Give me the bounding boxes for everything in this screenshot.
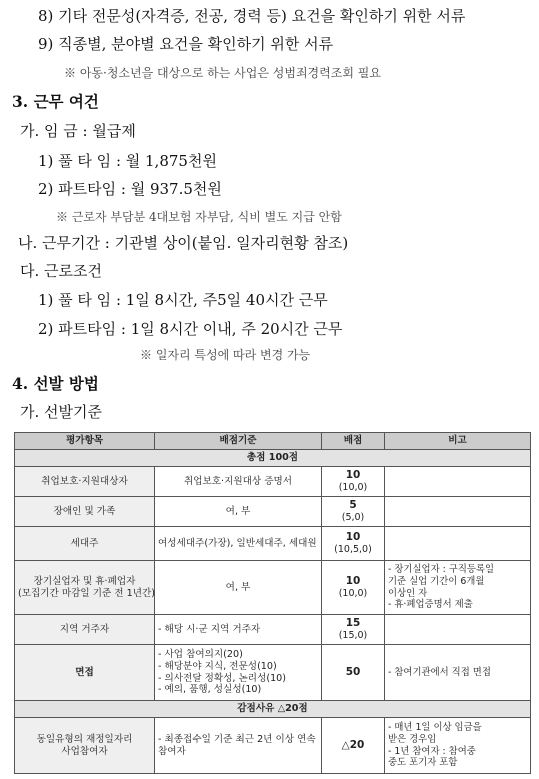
remark-line: 받은 경우임 [388, 733, 437, 745]
conditions-parttime: 2) 파트타임 : 1일 8시간 이내, 주 20시간 근무 [38, 320, 343, 338]
section-3-heading: 3. 근무 여건 [12, 92, 99, 111]
table-row [15, 615, 531, 645]
table-row [15, 497, 531, 527]
row-item: 취업보호·지원대상자 [15, 467, 155, 497]
row-remarks [385, 497, 531, 527]
table-row [15, 527, 531, 561]
conditions-fulltime: 1) 풀 타 임 : 1일 8시간, 주5일 40시간 근무 [38, 291, 328, 309]
criteria-line: - 최종접수일 기준 최근 2년 이상 연속 [158, 733, 316, 745]
row-criteria: - 해당 시·군 지역 거주자 [155, 615, 322, 645]
row-item-label: 동일유형의 재정일자리 [36, 733, 133, 745]
row-item-label: 사업참여자 [61, 745, 108, 757]
row-item: 장애인 및 가족 [15, 497, 155, 527]
row-score [322, 645, 385, 701]
table-row [15, 467, 531, 497]
row-item: 면접 [15, 645, 155, 701]
row-remarks [385, 527, 531, 561]
criteria-line: - 사업 참여의지(20) [158, 648, 243, 660]
wage-parttime: 2) 파트타임 : 월 937.5천원 [38, 180, 222, 198]
row-score [322, 497, 385, 527]
row-score [322, 615, 385, 645]
remark-line: 기준 실업 기간이 6개월 [388, 575, 485, 587]
row-remarks [385, 615, 531, 645]
row-item [15, 718, 155, 774]
row-criteria: 여, 부 [155, 497, 322, 527]
conditions-title: 다. 근로조건 [20, 262, 102, 280]
score-value: 5 [349, 499, 357, 511]
score-value: 10 [345, 469, 361, 481]
criteria-line: - 예의, 품행, 성실성(10) [158, 684, 262, 696]
score-value: 10 [345, 575, 361, 587]
header-item: 평가항목 [15, 433, 155, 450]
row-item: 지역 거주자 [15, 615, 155, 645]
selection-criteria-table [14, 432, 531, 774]
row-remarks [385, 718, 531, 774]
remark-line: 이상인 자 [388, 587, 428, 599]
row-score [322, 467, 385, 497]
deduction-label: 감점사유 △20점 [15, 701, 531, 718]
remark-line: 중도 포기자 포함 [388, 757, 458, 769]
row-criteria: 여성세대주(가장), 일반세대주, 세대원 [155, 527, 322, 561]
score-breakdown: (10,5,0) [334, 544, 372, 556]
conditions-note: ※ 일자리 특성에 따라 변경 가능 [140, 348, 311, 362]
score-value: 50 [345, 665, 361, 678]
header-criteria: 배점기준 [155, 433, 322, 450]
background-check-note: ※ 아동·청소년을 대상으로 하는 사업은 성범죄경력조회 필요 [64, 66, 381, 80]
wage-title: 가. 임 금 : 월급제 [20, 122, 136, 140]
remark-line: - 매년 1일 이상 임금을 [388, 722, 482, 733]
row-item: 세대주 [15, 527, 155, 561]
total-score-row [15, 450, 531, 467]
table-header-row [15, 433, 531, 450]
header-score: 배점 [322, 433, 385, 450]
row-criteria [155, 645, 322, 701]
score-breakdown: (10,0) [338, 588, 368, 600]
row-score [322, 527, 385, 561]
row-score [322, 718, 385, 774]
row-item-label: 장기실업자 및 휴·폐업자 [33, 575, 136, 587]
header-remarks: 비고 [385, 433, 531, 450]
score-breakdown: (5,0) [341, 512, 365, 524]
criteria-line: - 의사전달 정확성, 논리성(10) [158, 672, 287, 684]
row-item-sublabel: (모집기간 마감일 기준 전 1년간) [18, 587, 155, 599]
row-item [15, 561, 155, 615]
row-remarks [385, 561, 531, 615]
remark-line: - 휴·폐업증명서 제출 [388, 599, 473, 611]
total-score-label: 총점 100점 [15, 450, 531, 467]
doc-line-9: 9) 직종별, 분야별 요건을 확인하기 위한 서류 [38, 35, 334, 53]
row-criteria: 여, 부 [155, 561, 322, 615]
work-period: 나. 근무기간 : 기관별 상이(붙임. 일자리현황 참조) [18, 234, 349, 252]
criteria-line: - 해당분야 지식, 전문성(10) [158, 660, 277, 672]
deduction-header-row [15, 701, 531, 718]
row-criteria [155, 718, 322, 774]
row-score [322, 561, 385, 615]
score-breakdown: (10,0) [338, 482, 368, 494]
score-value: 15 [345, 617, 361, 629]
score-value: 10 [345, 531, 361, 543]
table-row [15, 561, 531, 615]
selection-criteria-title: 가. 선발기준 [20, 403, 102, 421]
remark-line: - 1년 참여자 : 참여중 [388, 745, 476, 757]
score-value: △20 [341, 738, 365, 751]
score-breakdown: (15,0) [338, 630, 368, 642]
remark-line: - 장기실업자 : 구직등록일 [388, 564, 495, 575]
section-4-heading: 4. 선발 방법 [12, 374, 99, 393]
criteria-line: 참여자 [158, 745, 186, 757]
row-remarks [385, 467, 531, 497]
table-row [15, 718, 531, 774]
wage-fulltime: 1) 풀 타 임 : 월 1,875천원 [38, 152, 217, 170]
row-criteria: 취업보호·지원대상 증명서 [155, 467, 322, 497]
wage-note: ※ 근로자 부담분 4대보험 자부담, 식비 별도 지급 안함 [56, 210, 342, 224]
table-row [15, 645, 531, 701]
doc-line-8: 8) 기타 전문성(자격증, 전공, 경력 등) 요건을 확인하기 위한 서류 [38, 7, 466, 25]
row-remarks: - 참여기관에서 직접 면접 [385, 645, 531, 701]
